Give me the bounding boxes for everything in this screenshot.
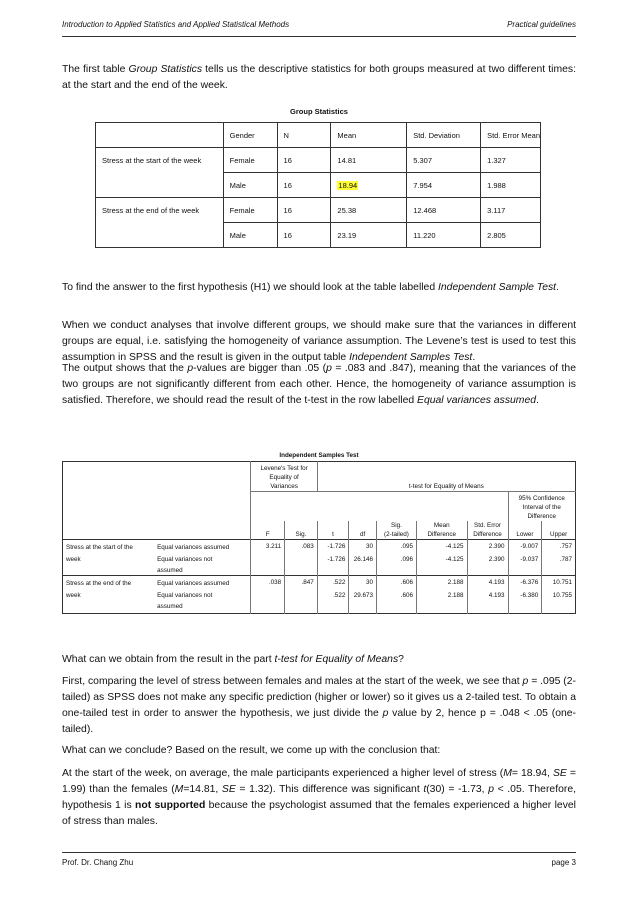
- paragraph-conclude: What can we conclude? Based on the result, we come up with the conclusion that:: [62, 745, 441, 756]
- col-std-error-difference-l2: Difference: [473, 531, 502, 538]
- row-variance-type: [154, 552, 251, 576]
- table-row: [63, 576, 576, 589]
- levene-header-1: Levene's Test for: [251, 462, 317, 474]
- corner-cell: [63, 462, 251, 522]
- cell-std-error-difference: 2.390: [467, 540, 508, 553]
- cell-sig-2tailed: .606: [376, 588, 416, 614]
- cell-n: 16: [277, 148, 331, 173]
- col-mean-difference-l2: Difference: [427, 531, 457, 538]
- q-text-a: What can we obtain from the result in the part: [62, 654, 275, 665]
- cell-t: -1.726: [317, 540, 349, 553]
- p3-text-g: .: [536, 395, 539, 406]
- table-header-row: [96, 123, 541, 148]
- q-text-italic: t-test for Equality of Means: [274, 654, 399, 665]
- evna-l2: assumed: [157, 603, 183, 610]
- col-df: df: [349, 521, 377, 540]
- p1-text-c: .: [556, 282, 559, 293]
- header-cell-std-deviation: Std. Deviation: [407, 123, 481, 148]
- intro-text-italic: Group Statistics: [128, 64, 203, 75]
- cell-sig: .847: [285, 576, 318, 589]
- cell-df: 29.673: [349, 588, 377, 614]
- header-section-title: Practical guidelines: [507, 20, 576, 29]
- p4-text-p2: p: [382, 708, 389, 719]
- p3-text-p: p: [187, 363, 194, 374]
- col-sig-2tailed-l1: Sig.: [391, 522, 402, 529]
- group-statistics-table: [95, 122, 541, 248]
- col-f: F: [251, 521, 285, 540]
- cell-sd: 12.468: [407, 198, 481, 223]
- cell-sig-2tailed: .096: [376, 552, 416, 576]
- cell-gender: Male: [223, 173, 277, 198]
- cell-n: 16: [277, 173, 331, 198]
- p6-p: p: [488, 784, 494, 795]
- highlighted-mean: 18.94: [338, 180, 358, 190]
- cell-df: 30: [349, 576, 377, 589]
- header-cell-gender: Gender: [223, 123, 277, 148]
- row-label: [96, 173, 224, 198]
- col-mean-difference-l1: Mean: [433, 522, 450, 529]
- p6-text-a: At the start of the week, on average, the male participants experienced a higher level of stress (: [62, 768, 504, 779]
- table-row: [96, 173, 541, 198]
- cell-mean: [331, 173, 407, 198]
- cell-sig: .083: [285, 540, 318, 553]
- evna-l1: Equal variances not: [157, 592, 213, 599]
- header-rule: [62, 36, 576, 37]
- cell-sig-2tailed: .606: [376, 576, 416, 589]
- cell-mean-difference: 2.188: [416, 588, 467, 614]
- col-std-error-difference-l1: Std. Error: [474, 522, 501, 529]
- group-statistics-title: Group Statistics: [290, 107, 348, 116]
- p6-text-f: (30) = -1.73,: [426, 784, 489, 795]
- p6-text-b: = 18.94,: [511, 768, 553, 779]
- paragraph-variances: [62, 318, 576, 366]
- row-variance-type: Equal variances assumed: [154, 576, 251, 589]
- p1-text-a: To find the answer to the first hypothesis (H1) we should look at the table labelled: [62, 282, 439, 293]
- corner-cell-lower: [63, 521, 251, 540]
- column-header-row: [63, 521, 576, 540]
- row-variance-type: Equal variances assumed: [154, 540, 251, 553]
- p6-text-c: = 1.99) than the females (: [62, 768, 576, 795]
- cell-gender: Female: [223, 148, 277, 173]
- cell-f: .038: [251, 576, 285, 589]
- header-course-title: Introduction to Applied Statistics and Applied Statistical Methods: [62, 20, 290, 29]
- row-label: week: [66, 556, 81, 563]
- intro-text-c: tells us the descriptive statistics for both groups measured at two different times: at the start and the end of the week.: [62, 64, 576, 91]
- question-paragraph: [62, 652, 576, 668]
- cell-std-error-difference: 2.390: [467, 552, 508, 576]
- cell-n: 16: [277, 198, 331, 223]
- row-label: Stress at the end of the week: [96, 198, 224, 223]
- p2-text-c: .: [472, 352, 476, 363]
- row-label: Stress at the start of the week: [96, 148, 224, 173]
- cell-lower: -9.037: [508, 552, 542, 576]
- table-row: [96, 223, 541, 248]
- p3-text-italic: Equal variances assumed: [417, 395, 537, 406]
- ci-header-1: 95% Confidence: [508, 492, 575, 504]
- col-sig: Sig.: [285, 521, 318, 540]
- cell-mean-difference: -4.125: [416, 552, 467, 576]
- row-variance-type: [154, 588, 251, 614]
- cell-sd: 5.307: [407, 148, 481, 173]
- p3-text-c: -values are bigger than .05 (: [193, 363, 327, 374]
- p6-text-e: = 1.32). This difference was significant: [235, 784, 424, 795]
- cell-lower: -9.007: [508, 540, 542, 553]
- cell-upper: 10.751: [542, 576, 576, 589]
- col-sig-2tailed: [376, 521, 416, 540]
- paragraph-conclusion: [62, 766, 576, 830]
- footer-author: Prof. Dr. Chang Zhu: [62, 858, 134, 867]
- p4-text-p: p: [522, 676, 529, 687]
- header-cell-n: N: [277, 123, 331, 148]
- cell-upper: .757: [542, 540, 576, 553]
- p6-text-d: =14.81,: [183, 784, 222, 795]
- cell-upper: .787: [542, 552, 576, 576]
- p4-text-a: First, comparing the level of stress between females and males at the start of the week, we see that: [62, 676, 523, 687]
- p6-text-g: < .05. Therefore, hypothesis 1 is: [62, 784, 576, 811]
- header-cell-empty: [96, 123, 224, 148]
- cell-sig: [285, 552, 318, 576]
- cell-std-error-difference: 4.193: [467, 588, 508, 614]
- p6-se1: SE: [552, 768, 567, 779]
- page-header: [62, 20, 576, 34]
- table-row: [63, 552, 576, 576]
- cell-df: 30: [349, 540, 377, 553]
- p3-text-a: The output shows that the: [62, 363, 188, 374]
- p6-m2: M: [174, 784, 184, 795]
- table-row: [63, 588, 576, 614]
- cell-mean-difference: 2.188: [416, 576, 467, 589]
- row-label: Stress at the end of the: [63, 576, 155, 589]
- ttest-header: t-test for Equality of Means: [317, 482, 575, 492]
- p3-text-e: = .083 and .847), meaning that the variances of the two groups are not significantly different from each other. Hence, the homogeneity of variance assumption is satisfied. Therefore, we should read the result of the t-test in the row labelled: [62, 363, 576, 406]
- cell-sd: 11.220: [407, 223, 481, 248]
- cell-mean-difference: -4.125: [416, 540, 467, 553]
- col-upper: Upper: [542, 521, 576, 540]
- row-label: Stress at the start of the: [63, 540, 155, 553]
- ttest-header-spacer: [317, 473, 575, 482]
- cell-gender: Male: [223, 223, 277, 248]
- levene-header-2: Equality of: [251, 473, 317, 482]
- cell-std-error-difference: 4.193: [467, 576, 508, 589]
- p6-text-h: because the psychologist assumed that the females experienced a higher level of stress than males.: [62, 800, 576, 827]
- p4-text-e: value by 2, hence p = .048 < .05 (one-tailed).: [62, 708, 576, 735]
- header-cell-mean: Mean: [331, 123, 407, 148]
- col-mean-difference: [416, 521, 467, 540]
- col-sig-2tailed-l2: (2-tailed): [384, 531, 409, 538]
- cell-t: .522: [317, 576, 349, 589]
- table-row: [96, 148, 541, 173]
- cell-sd: 7.954: [407, 173, 481, 198]
- p6-se2: SE: [221, 784, 236, 795]
- ci-header-3: Difference: [508, 512, 575, 521]
- p6-t: t: [423, 784, 427, 795]
- paragraph-output: [62, 361, 576, 409]
- intro-text-a: The first table: [62, 64, 129, 75]
- evna-l2: assumed: [157, 567, 183, 574]
- col-t: t: [317, 521, 349, 540]
- p2-text-italic: Independent Samples Test: [349, 352, 473, 363]
- cell-sig-2tailed: .095: [376, 540, 416, 553]
- p2-text-a: When we conduct analyses that involve different groups, we should make sure that the variances in different groups are equal, i.e. satisfying the homogeneity of variance assumption. The Levene’s test is used to test this assumption in SPSS and the result is given in the output table: [62, 320, 576, 363]
- cell-f: [251, 552, 285, 576]
- cell-f: [251, 588, 285, 614]
- p1-text-italic: Independent Sample Test: [438, 282, 557, 293]
- cell-mean: 23.19: [331, 223, 407, 248]
- col-lower: Lower: [508, 521, 542, 540]
- cell-mean: 14.81: [331, 148, 407, 173]
- footer-rule: [62, 852, 576, 853]
- table-row: [63, 540, 576, 553]
- cell-se: 3.117: [481, 198, 541, 223]
- footer-page-number: page 3: [551, 858, 576, 867]
- ttest-header-spacer: [317, 462, 575, 474]
- header-cell-std-error-mean: Std. Error Mean: [481, 123, 541, 148]
- paragraph-comparison: [62, 674, 576, 738]
- cell-upper: 10.755: [542, 588, 576, 614]
- col-std-error-difference: [467, 521, 508, 540]
- levene-header-3: Variances: [251, 482, 317, 492]
- cell-t: .522: [317, 588, 349, 614]
- cell-t: -1.726: [317, 552, 349, 576]
- independent-samples-title: Independent Samples Test: [279, 452, 359, 459]
- row-label: [96, 223, 224, 248]
- cell-f: 3.211: [251, 540, 285, 553]
- cell-lower: -6.376: [508, 576, 542, 589]
- page-footer: [62, 858, 576, 870]
- cell-se: 1.327: [481, 148, 541, 173]
- ci-header-2: Interval of the: [508, 503, 575, 512]
- intro-paragraph: [62, 62, 576, 94]
- header-blank: [251, 492, 508, 522]
- p6-bold: not supported: [135, 800, 206, 811]
- evna-l1: Equal variances not: [157, 556, 213, 563]
- levene-header-row: [63, 462, 576, 474]
- cell-se: 2.805: [481, 223, 541, 248]
- cell-mean: 25.38: [331, 198, 407, 223]
- p4-text-c: = .095 (2-tailed) as SPSS does not make any specific prediction (higher or lower) so it gives us a 2-tailed test. To obtain a one-tailed test in order to answer the hypothesis, we just divide the: [62, 676, 576, 719]
- q-text-c: ?: [398, 654, 404, 665]
- row-label: week: [66, 592, 81, 599]
- cell-lower: -6.380: [508, 588, 542, 614]
- p3-text-p2: p: [326, 363, 332, 374]
- cell-n: 16: [277, 223, 331, 248]
- cell-se: 1.988: [481, 173, 541, 198]
- p6-m1: M: [503, 768, 512, 779]
- table-row: [96, 198, 541, 223]
- paragraph-find-answer: [62, 280, 576, 296]
- cell-gender: Female: [223, 198, 277, 223]
- cell-df: 26.146: [349, 552, 377, 576]
- independent-samples-table: [62, 461, 576, 614]
- cell-sig: [285, 588, 318, 614]
